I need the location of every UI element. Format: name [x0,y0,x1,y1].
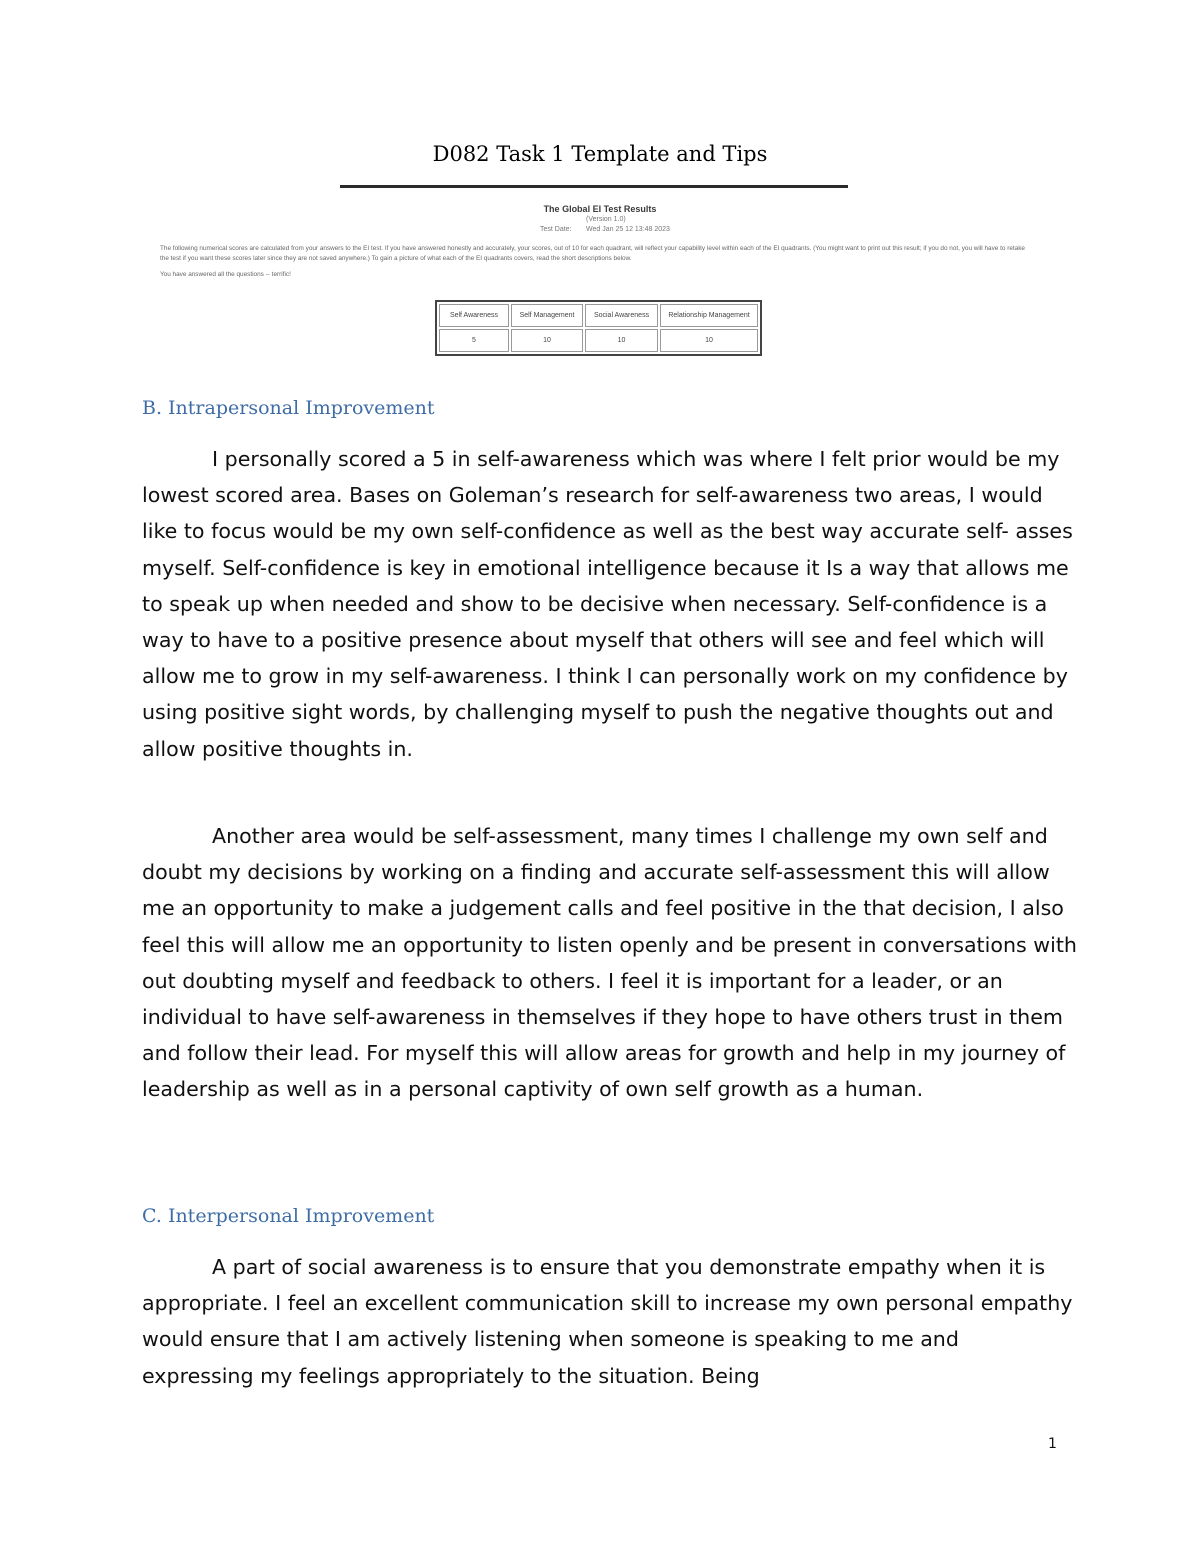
intrapersonal-paragraph-1: I personally scored a 5 in self-awareness which was where I felt prior would be my lowest scored area. Bases on Goleman’s research for self-awareness two areas, I would like to focus would be my own self-confidence as well as the best way accurate self- asses myself. Self-confidence is key in emotional intelligence because it Is a way that allows me to speak up when needed and show to be decisive when necessary. Self-confidence is a way to have to a positive presence about myself that others will see and feel which will allow me to grow in my self-awareness. I think I can personally work on my confidence by using positive sight words, by challenging myself to push the negative thoughts out and allow positive thoughts in. [142,447,1073,761]
ei-score-social-awareness: 10 [585,329,658,352]
interpersonal-paragraph-1: A part of social awareness is to ensure that you demonstrate empathy when it is appropriate. I feel an excellent communication skill to increase my own personal empathy would ensure that I am actively listening when someone is speaking to me and expressing my feelings appropriately to the situation. Being [142,1255,1073,1388]
ei-header-relationship-management: Relationship Management [660,304,758,327]
ei-results-version: (Version 1.0) [586,216,626,223]
ei-results-heading: The Global EI Test Results [543,204,657,214]
ei-results-intro: The following numerical scores are calculated from your answers to the EI test. If you have answered honestly and accurately, your scores, out of 10 for each quadrant, will reflect your capability level within each of the EI quadrants. (You might want to print out this result; if you do not, you will have to retake the test if you want these scores later since they are not saved anywhere.) To gain a picture of what each of the EI quadrants covers, read the short descriptions below. [160,245,1025,262]
ei-test-date-label: Test Date: [540,226,572,233]
title-divider [340,185,848,188]
intrapersonal-paragraph-2: Another area would be self-assessment, many times I challenge my own self and doubt my decisions by working on a finding and accurate self-assessment this will allow me an opportunity to make a judgement calls and feel positive in the that decision, I also feel this will allow me an opportunity to listen openly and be present in conversations with out doubting myself and feedback to others. I feel it is important for a leader, or an individual to have self-awareness in themselves if they hope to have others trust in them and follow their lead. For myself this will allow areas for growth and help in my journey of leadership as well as in a personal captivity of own self growth as a human. [142,824,1077,1102]
ei-header-self-management: Self Management [511,304,583,327]
ei-score-self-awareness: 5 [439,329,509,352]
ei-test-date-value: Wed Jan 25 12 13:48 2023 [586,226,670,233]
ei-score-relationship-management: 10 [660,329,758,352]
ei-scores-value-row [439,329,758,352]
interpersonal-heading: C. Interpersonal Improvement [142,1205,435,1227]
ei-results-answered-note: You have answered all the questions -- terrific! [160,271,291,278]
ei-header-social-awareness: Social Awareness [585,304,658,327]
ei-score-self-management: 10 [511,329,583,352]
document-title: D082 Task 1 Template and Tips [432,142,768,166]
intrapersonal-heading: B. Intrapersonal Improvement [142,397,435,419]
ei-scores-header-row [439,304,758,327]
page-number: 1 [1048,1436,1057,1452]
ei-scores-table [435,300,762,356]
ei-header-self-awareness: Self Awareness [439,304,509,327]
